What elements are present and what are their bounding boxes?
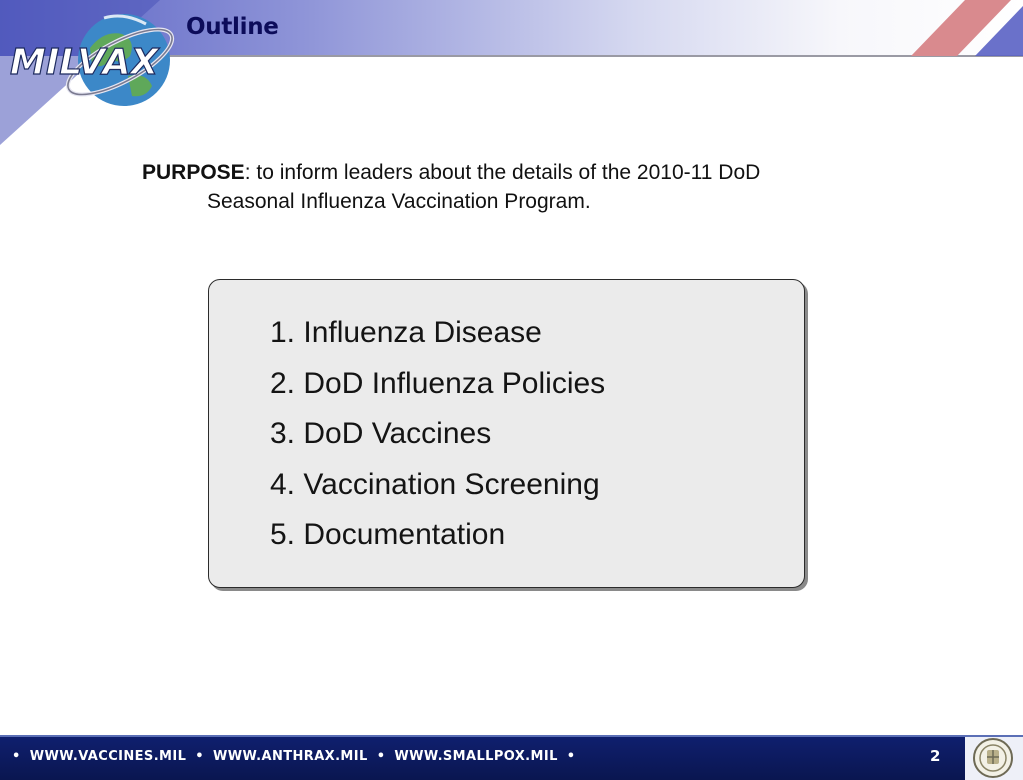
svg-text:MILVAX: MILVAX xyxy=(10,42,159,83)
footer-link-vaccines[interactable]: WWW.VACCINES.MIL xyxy=(29,749,187,764)
corner-stripes xyxy=(853,0,1023,58)
footer-link-anthrax[interactable]: WWW.ANTHRAX.MIL xyxy=(213,749,368,764)
milvax-logo xyxy=(0,0,180,150)
footer-link-smallpox[interactable]: WWW.SMALLPOX.MIL xyxy=(394,749,558,764)
purpose-text-line2: Seasonal Influenza Vaccination Program. xyxy=(207,190,591,213)
outline-list xyxy=(270,308,605,561)
outline-item: 1. Influenza Disease xyxy=(270,316,542,349)
outline-item: 4. Vaccination Screening xyxy=(270,467,600,501)
outline-item: 5. Documentation xyxy=(270,518,506,551)
purpose-label: PURPOSE xyxy=(142,161,245,184)
footer-links xyxy=(12,749,585,764)
seal-icon xyxy=(970,737,1016,780)
outline-item: 2. DoD Influenza Policies xyxy=(270,366,606,400)
footer-separator: • xyxy=(195,749,205,764)
purpose-statement xyxy=(142,158,902,216)
purpose-text-line1: : to inform leaders about the details of the 2010-11 DoD xyxy=(244,161,761,184)
footer-separator: • xyxy=(566,749,576,764)
seal-container xyxy=(965,737,1023,780)
outline-item: 3. DoD Vaccines xyxy=(270,417,492,450)
outline-box xyxy=(208,279,805,588)
slide-title: Outline xyxy=(186,14,279,40)
page-number: 2 xyxy=(930,747,941,765)
footer-separator: • xyxy=(12,749,21,764)
footer-bar xyxy=(0,735,1023,780)
footer-separator: • xyxy=(376,749,386,764)
